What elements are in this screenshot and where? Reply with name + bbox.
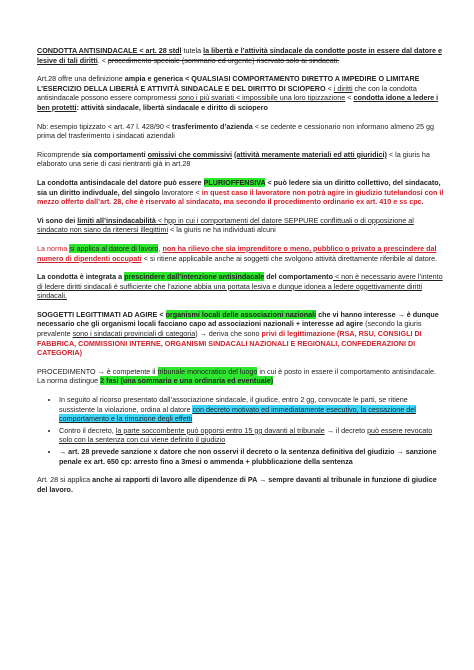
paragraph-ricomprende — [37, 150, 444, 169]
underlined-text: la parte soccombente può opporsi entro 15 gg davanti al tribunale — [115, 425, 325, 435]
text: Ricomprende — [37, 149, 82, 159]
text: Art. 28 si applica — [37, 475, 93, 485]
underlined-text: sono i più svariati < impossibile una loro tipizzazione — [178, 93, 346, 103]
bold-underlined-text: omissivi che commissivi — [147, 149, 232, 159]
bold-text: La condotta antisindacale del datore può essere — [37, 177, 204, 187]
heading-text: CONDOTTA ANTISINDACALE < art. 28 stdl — [37, 46, 182, 55]
red-text: , — [158, 243, 163, 253]
highlighted-text: tribunale monocratico del luogo — [157, 366, 258, 376]
text: < — [345, 93, 354, 103]
bold-text: del comportamento — [264, 272, 333, 282]
underlined-text: < non è necessario avere l’intento di ledere diritti sindacali è sufficiente che l’azione abbia una portata lesiva e dunque idonea a ledere oggettivamente diritti sindacali. — [37, 272, 443, 301]
red-text: La norma — [37, 243, 70, 253]
text: In seguito al ricorso presentato dall’associazione sindacale, il giudice, entro 2 gg, convocate le parti, se ritiene sussistente la violazione, ordina al datore — [59, 395, 408, 414]
bold-text: che vi hanno interesse → è dunque necessario che gli organismi locali facciano capo ad associazioni nazionali + interesse ad agire — [37, 309, 439, 329]
paragraph-norma — [37, 244, 444, 263]
bold-underlined-text: limiti all’insindacabilità — [77, 215, 156, 225]
underlined-text: i diritti — [333, 83, 353, 93]
list-item — [59, 395, 444, 424]
highlighted-text: PLURIOFFENSIVA — [203, 177, 266, 187]
strikethrough-text: procedimento speciale (sommario ed urgente) riservato solo ai sindacati. — [107, 55, 340, 65]
bold-text: ampia e generica < QUALSIASI COMPORTAMENTO DIRETTO A IMPEDIRE O LIMITARE L’ESERCIZIO DELLA LIBERtÀ E ATTIVITÀ SINDACALE E DEL DIRITTO DI SCIOPERO — [37, 74, 420, 93]
text: in cui è posto in essere il comportamento antisindacale. La norma distingue — [37, 366, 436, 386]
text: lavoratore < — [161, 187, 202, 197]
text: (secondo la giuris prevalente — [37, 319, 422, 339]
bold-underlined-text: (attività meramente materiali ed atti giuridici) — [233, 149, 387, 159]
text: tutela — [181, 46, 204, 55]
text: ) → deriva che sono — [195, 329, 262, 339]
paragraph-plurioffensiva — [37, 178, 444, 207]
underlined-text: sono i sindacati provinciali di categoria — [72, 329, 196, 339]
bold-text: anche ai rapporti di lavoro alle dipendenze di PA → sempre davanti al tribunale in funzione di giudice del lavoro. — [37, 475, 437, 494]
highlighted-text: 2 fasi (una sommaria e una ordinaria ed eventuale) — [100, 376, 274, 386]
text: < la giuris ha elaborato una serie di casi rientranti già in art.28 — [37, 149, 430, 169]
underlined-text: < hpp in cui i comportamenti del datore SEPPURE conflittuali o di opposizione al sindacato non siano da ritenersi illegittimi — [37, 215, 414, 235]
list-item — [59, 426, 444, 445]
paragraph-intenzione — [37, 272, 444, 301]
paragraph-pa — [37, 475, 444, 494]
bold-underlined-text: condotta idone a ledere i ben protetti — [37, 93, 439, 112]
underlined-text: può essere revocato solo con la sentenza con cui viene definito il giudizio — [59, 425, 433, 445]
text: < la giuris ne ha individuati alcuni — [168, 225, 276, 235]
bold-text: < può ledere sia un diritto collettivo, del sindacato, sia un diritto indivduale, del singolo — [37, 177, 441, 197]
highlighted-text: prescindere dall’intenzione antisindacale — [124, 272, 265, 282]
paragraph-condotta-antisindacale — [37, 46, 444, 65]
list-item — [59, 447, 444, 466]
paragraph-procedimento — [37, 367, 444, 386]
text: < si ritiene applicabile anche ai soggetti che svolgono attività direttamente riferibile al datore. — [141, 253, 438, 263]
text: < se cedente e cessionario non informano almeno 25 gg prima del trasferimento i sindacati aziendali — [37, 121, 434, 141]
paragraph-definizione — [37, 74, 444, 112]
bold-text: sia comportamenti — [81, 149, 146, 159]
text: → il decreto — [324, 425, 368, 435]
text: la libertà e l’attività sindacale da condotte poste in essere dal datore e lesive di tali diritti — [37, 46, 442, 65]
red-text: in quest caso il lavoratore non potrà agire in giudizio tutelandosi con il mezzo offerto dall’art. 28, che è riservato al sindacato, ma secondo il procedimento ordinario ex art. 410 e ss cpc. — [37, 187, 444, 207]
text: Art.28 offre una definizione — [37, 74, 125, 84]
text: che con la condotta antisindacale possono essere compromessi — [37, 83, 417, 103]
procedure-list — [37, 395, 444, 466]
highlighted-text: con decreto motivato ed immediatamente esecutivo, la cessazione del comportamento e la rimozione degli effetti — [59, 404, 416, 424]
highlighted-text: organismi locali delle associazioni nazionali — [165, 309, 317, 319]
bold-text: SOGGETTI LEGITTIMATI AD AGIRE < — [37, 309, 166, 319]
bold-text: La condotta è integrata a — [37, 272, 125, 282]
text: Contro il decreto, — [59, 425, 116, 435]
paragraph-soggetti-legittimati — [37, 310, 444, 358]
bold-text: trasferimento d’azienda — [172, 121, 253, 131]
paragraph-limiti — [37, 216, 444, 235]
red-text: privi di legittimazione (RSA, RSU, CONSIGLI DI FABBRICA, COMMISSIONI INTERNE, ORGANISMI SINDACALI NAZIONALI E REGIONALI, CONFEDERAZIONI DI CATEGORIA) — [37, 329, 422, 358]
paragraph-esempio-tipizzato — [37, 122, 444, 141]
bold-text: : attività sindacale, libertà sindacale e diritto di sciopero — [76, 102, 268, 112]
text: . < — [97, 55, 108, 65]
bold-text: → art. 28 prevede sanzione x datore che non osservi il decreto o la sentenza definitiva del giudizio → sanzione penale ex art. 650 cp: arresto fino a 3mesi o ammenda + plubblicazione della sentenza — [59, 447, 437, 466]
highlighted-text: si applica al datore di lavoro — [69, 243, 159, 253]
bold-text: Vi sono dei — [37, 215, 78, 225]
text: < — [325, 83, 334, 93]
text: Nb: esempio tipizzato < art. 47 l. 428/90 < — [37, 121, 173, 131]
text: PROCEDIMENTO → è competente il — [37, 366, 158, 376]
red-underlined-text: non ha rilievo che sia imprenditore o meno, pubblico o privato a prescindere dal numero di dipendenti occupati — [37, 243, 437, 263]
